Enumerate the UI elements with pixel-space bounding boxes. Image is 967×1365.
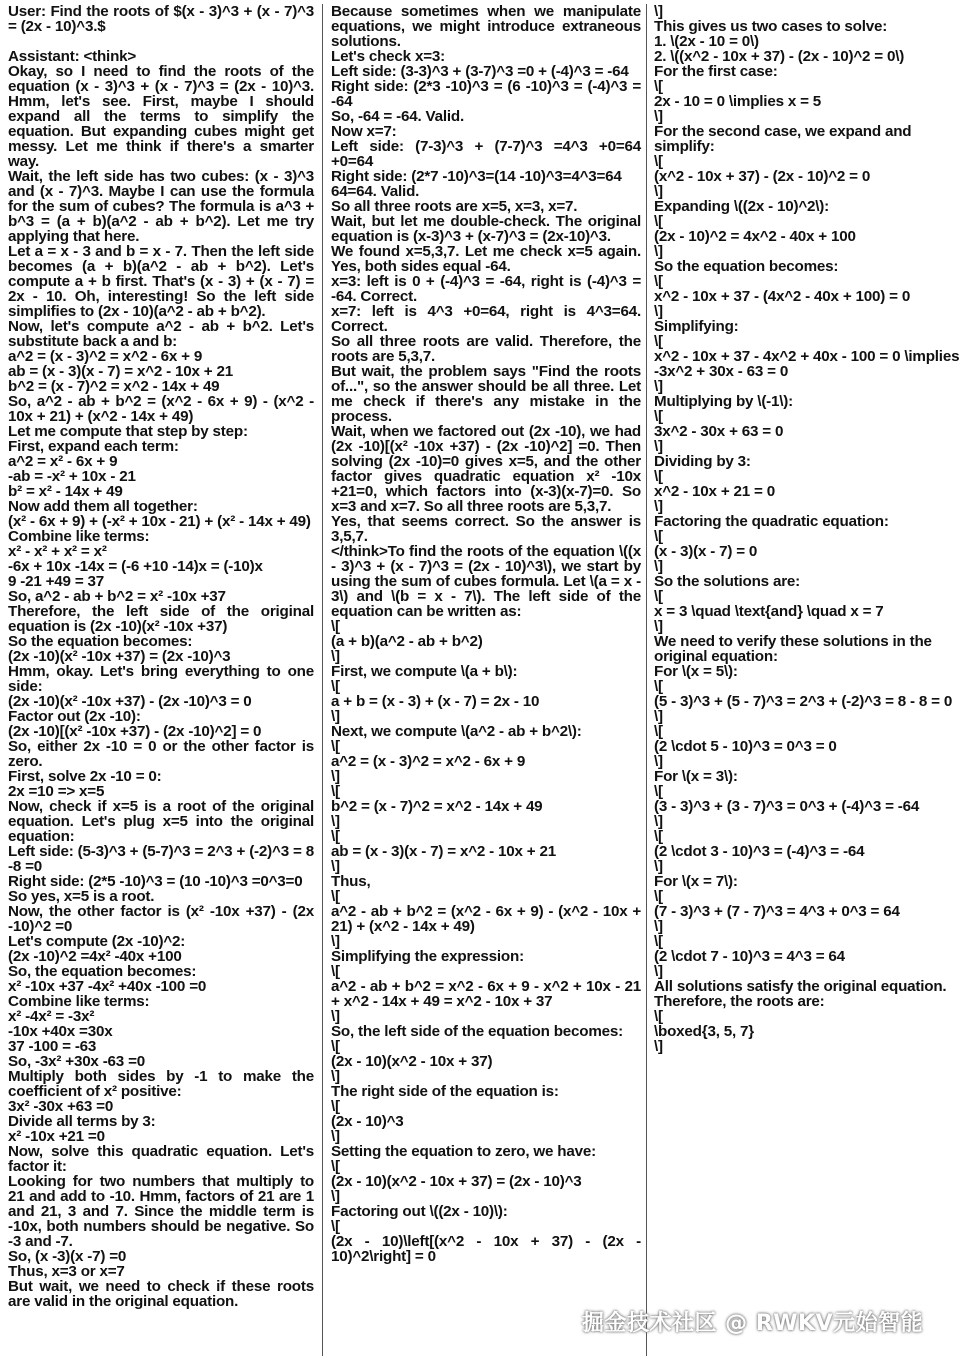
text-line: Wait, when we factored out (2x -10), we had (2x -10)[(x² -10x +37) - (2x -10)^2] =0. Then solving (2x -10)=0 gives x=5, and the other factor gives quadratic equation x² -10x +21=0, which factors into (x-3)(x-7)=0. So x=3 and x=7. So all three roots are 5,3,7. bbox=[331, 423, 641, 515]
text-line: \] bbox=[654, 858, 663, 875]
text-line: So the equation becomes: bbox=[654, 258, 839, 275]
text-line: 1. \(2x - 10 = 0\) bbox=[654, 33, 759, 50]
text-line: Right side: (2*3 -10)^3 = (6 -10)^3 = (-4)^3 = -64 bbox=[331, 78, 641, 110]
text-line: Now add them all together: bbox=[8, 498, 198, 515]
text-line: b^2 = (x - 7)^2 = x^2 - 14x + 49 bbox=[8, 378, 220, 395]
text-line: (2x - 10)^2 = 4x^2 - 40x + 100 bbox=[654, 228, 856, 245]
text-line: Let a = x - 3 and b = x - 7. Then the left side becomes (a + b)(a^2 - ab + b^2). Let's compute a + b first. That's (x - 3) + (x - 7) = 2x - 10. Oh, interesting! So the left side simplifies to (2x - 10)(a^2 - ab + b^2). bbox=[8, 243, 314, 320]
text-line: Divide all terms by 3: bbox=[8, 1113, 156, 1130]
text-line: First, we compute \(a + b\): bbox=[331, 663, 518, 680]
text-line: \] bbox=[654, 963, 663, 980]
text-line: \] bbox=[654, 753, 663, 770]
text-line: \[ bbox=[331, 783, 340, 800]
text-line: For \(x = 3\): bbox=[654, 768, 738, 785]
text-line: b^2 = (x - 7)^2 = x^2 - 14x + 49 bbox=[331, 798, 543, 815]
text-line: \[ bbox=[331, 618, 340, 635]
text-line: \[ bbox=[331, 1098, 340, 1115]
text-line: \] bbox=[331, 813, 340, 830]
text-line: x² -10x +21 =0 bbox=[8, 1128, 105, 1145]
text-line: 2x =10 => x=5 bbox=[8, 783, 105, 800]
text-line: 2x - 10 = 0 \implies x = 5 bbox=[654, 93, 822, 110]
column-divider bbox=[322, 4, 323, 1356]
text-line: Combine like terms: bbox=[8, 993, 150, 1010]
text-line: \] bbox=[654, 243, 663, 260]
text-line: Therefore, the left side of the original equation is (2x -10)(x² -10x +37) bbox=[8, 603, 314, 635]
text-line: For the second case, we expand and simplify: bbox=[654, 123, 912, 155]
text-line: The right side of the equation is: bbox=[331, 1083, 559, 1100]
text-line: </think>To find the roots of the equation \((x - 3)^3 + (x - 7)^3 = (2x - 10)^3\), we start by using the sum of cubes formula. Let \(a = x - 3\) and \(b = x - 7\). The left side of the equation can be written as: bbox=[331, 543, 641, 620]
text-line: \[ bbox=[331, 1038, 340, 1055]
text-line: Right side: (2*7 -10)^3=(14 -10)^3=4^3=64 bbox=[331, 168, 622, 185]
text-line: \[ bbox=[654, 888, 663, 905]
text-line: \[ bbox=[654, 588, 663, 605]
text-line: \[ bbox=[654, 783, 663, 800]
text-line: ab = (x - 3)(x - 7) = x^2 - 10x + 21 bbox=[8, 363, 233, 380]
text-line: a^2 = x² - 6x + 9 bbox=[8, 453, 118, 470]
text-line: (2 \cdot 5 - 10)^3 = 0^3 = 0 bbox=[654, 738, 837, 755]
text-line: \[ bbox=[331, 828, 340, 845]
text-line: 9 -21 +49 = 37 bbox=[8, 573, 105, 590]
text-line: Left side: (3-3)^3 + (3-7)^3 =0 + (-4)^3 = -64 bbox=[331, 63, 629, 80]
text-line: Thus, x=3 or x=7 bbox=[8, 1263, 125, 1280]
text-line: So the solutions are: bbox=[654, 573, 801, 590]
text-line: Simplifying the expression: bbox=[331, 948, 524, 965]
text-line: \[ bbox=[654, 723, 663, 740]
text-line: Factoring out \((2x - 10)\): bbox=[331, 1203, 508, 1220]
text-line: x² -10x +37 -4x² +40x -100 =0 bbox=[8, 978, 207, 995]
text-line: So, a^2 - ab + b^2 = x² -10x +37 bbox=[8, 588, 226, 605]
column-divider bbox=[646, 4, 647, 1356]
text-line: Now, the other factor is (x² -10x +37) - (2x -10)^2 =0 bbox=[8, 903, 314, 935]
text-line: (2 \cdot 3 - 10)^3 = (-4)^3 = -64 bbox=[654, 843, 865, 860]
text-line: For the first case: bbox=[654, 63, 778, 80]
text-line: But wait, the problem says "Find the roots of...", so the answer should be all three. Let me check if there's any mistake in the process. bbox=[331, 363, 641, 425]
text-line: (7 - 3)^3 + (7 - 7)^3 = 4^3 + 0^3 = 64 bbox=[654, 903, 900, 920]
text-line: Hmm, okay. Let's bring everything to one side: bbox=[8, 663, 314, 695]
text-line: a^2 - ab + b^2 = x^2 - 6x + 9 - x^2 + 10x - 21 + x^2 - 14x + 49 = x^2 - 10x + 37 bbox=[331, 978, 641, 1010]
text-line: \] bbox=[654, 618, 663, 635]
text-line: (2x -10)[(x² -10x +37) - (2x -10)^2] = 0 bbox=[8, 723, 262, 740]
text-line: User: Find the roots of $(x - 3)^3 + (x - 7)^3 = (2x - 10)^3.$ bbox=[8, 3, 314, 35]
text-line: Now, solve this quadratic equation. Let's factor it: bbox=[8, 1143, 314, 1175]
text-line: So yes, x=5 is a root. bbox=[8, 888, 155, 905]
text-line: So, either 2x -10 = 0 or the other factor is zero. bbox=[8, 738, 314, 770]
text-line: \] bbox=[654, 303, 663, 320]
text-line: For \(x = 5\): bbox=[654, 663, 738, 680]
text-line: \] bbox=[654, 378, 663, 395]
text-line: x=7: left is 4^3 +0=64, right is 4^3=64. Correct. bbox=[331, 303, 641, 335]
text-column-1 bbox=[8, 4, 314, 1309]
text-line: \] bbox=[654, 3, 663, 20]
text-line: \[ bbox=[654, 528, 663, 545]
text-line: We need to verify these solutions in the original equation: bbox=[654, 633, 932, 665]
text-line: (2x -10)(x² -10x +37) - (2x -10)^3 = 0 bbox=[8, 693, 252, 710]
text-line: 3x² -30x +63 =0 bbox=[8, 1098, 114, 1115]
text-line bbox=[8, 34, 314, 49]
text-line: (a + b)(a^2 - ab + b^2) bbox=[331, 633, 483, 650]
text-line: \[ bbox=[331, 678, 340, 695]
text-line: -ab = -x² + 10x - 21 bbox=[8, 468, 136, 485]
text-line: So, a^2 - ab + b^2 = (x^2 - 6x + 9) - (x^2 - 10x + 21) + (x^2 - 14x + 49) bbox=[8, 393, 314, 425]
text-line: 37 -100 = -63 bbox=[8, 1038, 97, 1055]
text-line: \] bbox=[654, 558, 663, 575]
text-line: Now x=7: bbox=[331, 123, 397, 140]
text-line: (x^2 - 10x + 37) - (2x - 10)^2 = 0 bbox=[654, 168, 871, 185]
text-line: \[ bbox=[654, 78, 663, 95]
text-line: (2 \cdot 7 - 10)^3 = 4^3 = 64 bbox=[654, 948, 845, 965]
text-line: b² = x² - 14x + 49 bbox=[8, 483, 123, 500]
text-line: a^2 - ab + b^2 = (x^2 - 6x + 9) - (x^2 - 10x + 21) + (x^2 - 14x + 49) bbox=[331, 903, 641, 935]
text-line: Expanding \((2x - 10)^2\): bbox=[654, 198, 829, 215]
text-line: \[ bbox=[654, 153, 663, 170]
text-line: (3 - 3)^3 + (3 - 7)^3 = 0^3 + (-4)^3 = -64 bbox=[654, 798, 920, 815]
text-line: Simplifying: bbox=[654, 318, 739, 335]
text-line: \[ bbox=[654, 273, 663, 290]
text-line: (2x - 10)\left[(x^2 - 10x + 37) - (2x - 10)^2\right] = 0 bbox=[331, 1233, 641, 1265]
text-line: So all three roots are valid. Therefore, the roots are 5,3,7. bbox=[331, 333, 641, 365]
text-line: (2x - 10)(x^2 - 10x + 37) = (2x - 10)^3 bbox=[331, 1173, 582, 1190]
text-line: 3x^2 - 30x + 63 = 0 bbox=[654, 423, 784, 440]
text-line: x=3: left is 0 + (-4)^3 = -64, right is (-4)^3 = -64. Correct. bbox=[331, 273, 641, 305]
text-line: -10x +40x =30x bbox=[8, 1023, 113, 1040]
text-line: \] bbox=[654, 438, 663, 455]
text-line: a^2 = (x - 3)^2 = x^2 - 6x + 9 bbox=[331, 753, 526, 770]
text-line: \] bbox=[331, 1188, 340, 1205]
text-line: \] bbox=[654, 708, 663, 725]
text-line: x = 3 \quad \text{and} \quad x = 7 bbox=[654, 603, 884, 620]
text-line: Right side: (2*5 -10)^3 = (10 -10)^3 =0^3=0 bbox=[8, 873, 303, 890]
text-line: \[ bbox=[331, 1158, 340, 1175]
text-line: (2x -10)(x² -10x +37) = (2x -10)^3 bbox=[8, 648, 231, 665]
text-line: So, -64 = -64. Valid. bbox=[331, 108, 464, 125]
text-line: \[ bbox=[654, 678, 663, 695]
text-line: \[ bbox=[331, 963, 340, 980]
text-line: -6x + 10x -14x = (-6 +10 -14)x = (-10)x bbox=[8, 558, 263, 575]
text-line: Okay, so I need to find the roots of the equation (x - 3)^3 + (x - 7)^3 = (2x - 10)^3. Hmm, let's see. First, maybe I should expand all the terms to simplify the equation. But expanding cubes might get messy. Let me think if there's a smarter way. bbox=[8, 63, 314, 170]
text-line: (2x -10)^2 =4x² -40x +100 bbox=[8, 948, 182, 965]
text-line: x^2 - 10x + 21 = 0 bbox=[654, 483, 775, 500]
text-line: (2x - 10)^3 bbox=[331, 1113, 404, 1130]
text-line: Let me compute that step by step: bbox=[8, 423, 248, 440]
text-line: x^2 - 10x + 37 - (4x^2 - 40x + 100) = 0 bbox=[654, 288, 911, 305]
text-line: \] bbox=[331, 858, 340, 875]
text-line: \] bbox=[654, 813, 663, 830]
text-line: So, the left side of the equation becomes: bbox=[331, 1023, 624, 1040]
text-line: \] bbox=[331, 1008, 340, 1025]
text-line: \] bbox=[331, 768, 340, 785]
text-line: Combine like terms: bbox=[8, 528, 150, 545]
text-line: (2x - 10)(x^2 - 10x + 37) bbox=[331, 1053, 493, 1070]
text-line: \[ bbox=[654, 213, 663, 230]
text-line: \[ bbox=[654, 933, 663, 950]
text-line: Left side: (7-3)^3 + (7-7)^3 =4^3 +0=64 +0=64 bbox=[331, 138, 641, 170]
text-line: \] bbox=[654, 108, 663, 125]
text-line: \] bbox=[331, 648, 340, 665]
text-line: \[ bbox=[331, 1218, 340, 1235]
text-line: \] bbox=[331, 708, 340, 725]
watermark: 掘金技术社区 @ RWKV元始智能 bbox=[582, 1311, 924, 1336]
text-line: \boxed{3, 5, 7} bbox=[654, 1023, 754, 1040]
text-line: \] bbox=[331, 1068, 340, 1085]
text-line: Next, we compute \(a^2 - ab + b^2\): bbox=[331, 723, 582, 740]
text-line: Multiply both sides by -1 to make the coefficient of x² positive: bbox=[8, 1068, 314, 1100]
text-line: Assistant: <think> bbox=[8, 48, 137, 65]
text-line: Thus, bbox=[331, 873, 371, 890]
text-line: Left side: (5-3)^3 + (5-7)^3 = 2^3 + (-2)^3 = 8 -8 =0 bbox=[8, 843, 314, 875]
text-line: (x² - 6x + 9) + (-x² + 10x - 21) + (x² - 14x + 49) bbox=[8, 513, 311, 530]
text-line: Wait, but let me double-check. The original equation is (x-3)^3 + (x-7)^3 = (2x-10)^3. bbox=[331, 213, 641, 245]
text-line: \[ bbox=[331, 888, 340, 905]
text-line: (x - 3)(x - 7) = 0 bbox=[654, 543, 758, 560]
text-line: Let's compute (2x -10)^2: bbox=[8, 933, 186, 950]
text-line: We found x=5,3,7. Let me check x=5 again. Yes, both sides equal -64. bbox=[331, 243, 641, 275]
text-line: 2. \((x^2 - 10x + 37) - (2x - 10)^2 = 0\) bbox=[654, 48, 905, 65]
text-line: \] bbox=[654, 183, 663, 200]
text-line: Yes, that seems correct. So the answer is 3,5,7. bbox=[331, 513, 641, 545]
text-line: For \(x = 7\): bbox=[654, 873, 738, 890]
text-line: \[ bbox=[654, 408, 663, 425]
text-column-3 bbox=[654, 4, 962, 1054]
text-line: Factor out (2x -10): bbox=[8, 708, 141, 725]
text-line: ab = (x - 3)(x - 7) = x^2 - 10x + 21 bbox=[331, 843, 556, 860]
text-line: Factoring the quadratic equation: bbox=[654, 513, 889, 530]
text-line: x^2 - 10x + 37 - 4x^2 + 40x - 100 = 0 \implies -3x^2 + 30x - 63 = 0 bbox=[654, 348, 960, 380]
text-line: Now, let's compute a^2 - ab + b^2. Let's substitute back a and b: bbox=[8, 318, 314, 350]
text-line: \[ bbox=[331, 738, 340, 755]
text-line: Dividing by 3: bbox=[654, 453, 751, 470]
text-line: Setting the equation to zero, we have: bbox=[331, 1143, 596, 1160]
text-line: Because sometimes when we manipulate equations, we might introduce extraneous solutions. bbox=[331, 3, 641, 50]
text-line: \] bbox=[654, 1038, 663, 1055]
text-line: \] bbox=[331, 933, 340, 950]
text-line: \[ bbox=[654, 333, 663, 350]
text-line: First, expand each term: bbox=[8, 438, 179, 455]
text-line: \[ bbox=[654, 468, 663, 485]
text-line: Now, check if x=5 is a root of the original equation. Let's plug x=5 into the original equation: bbox=[8, 798, 314, 845]
text-line: \[ bbox=[654, 1008, 663, 1025]
text-line: This gives us two cases to solve: bbox=[654, 18, 888, 35]
text-column-2 bbox=[331, 4, 641, 1264]
text-line: But wait, we need to check if these roots are valid in the original equation. bbox=[8, 1278, 314, 1310]
text-line: 64=64. Valid. bbox=[331, 183, 420, 200]
text-line: Looking for two numbers that multiply to 21 and add to -10. Hmm, factors of 21 are 1 and 21, 3 and 7. Since the middle term is -10x, both numbers should be negative. So -3 and -7. bbox=[8, 1173, 314, 1250]
text-line: x² -4x² = -3x² bbox=[8, 1008, 95, 1025]
text-line: a^2 = (x - 3)^2 = x^2 - 6x + 9 bbox=[8, 348, 203, 365]
text-line: a + b = (x - 3) + (x - 7) = 2x - 10 bbox=[331, 693, 540, 710]
text-line: \] bbox=[654, 498, 663, 515]
text-line: Wait, the left side has two cubes: (x - 3)^3 and (x - 7)^3. Maybe I can use the formula for the sum of cubes? The formula is a^3 + b^3 = (a + b)(a^2 - ab + b^2). Let me try applying that here. bbox=[8, 168, 314, 245]
text-line: So, -3x² +30x -63 =0 bbox=[8, 1053, 145, 1070]
text-line: Let's check x=3: bbox=[331, 48, 445, 65]
text-line: \[ bbox=[654, 828, 663, 845]
text-line: (5 - 3)^3 + (5 - 7)^3 = 2^3 + (-2)^3 = 8 - 8 = 0 bbox=[654, 693, 953, 710]
text-line: x² - x² + x² = x² bbox=[8, 543, 107, 560]
text-line: So all three roots are x=5, x=3, x=7. bbox=[331, 198, 578, 215]
text-line: \] bbox=[331, 1128, 340, 1145]
text-line: All solutions satisfy the original equation. Therefore, the roots are: bbox=[654, 978, 947, 1010]
text-line: So the equation becomes: bbox=[8, 633, 193, 650]
text-line: First, solve 2x -10 = 0: bbox=[8, 768, 162, 785]
text-line: So, (x -3)(x -7) =0 bbox=[8, 1248, 127, 1265]
text-line: \] bbox=[654, 918, 663, 935]
text-line: So, the equation becomes: bbox=[8, 963, 197, 980]
text-line: Multiplying by \(-1\): bbox=[654, 393, 794, 410]
